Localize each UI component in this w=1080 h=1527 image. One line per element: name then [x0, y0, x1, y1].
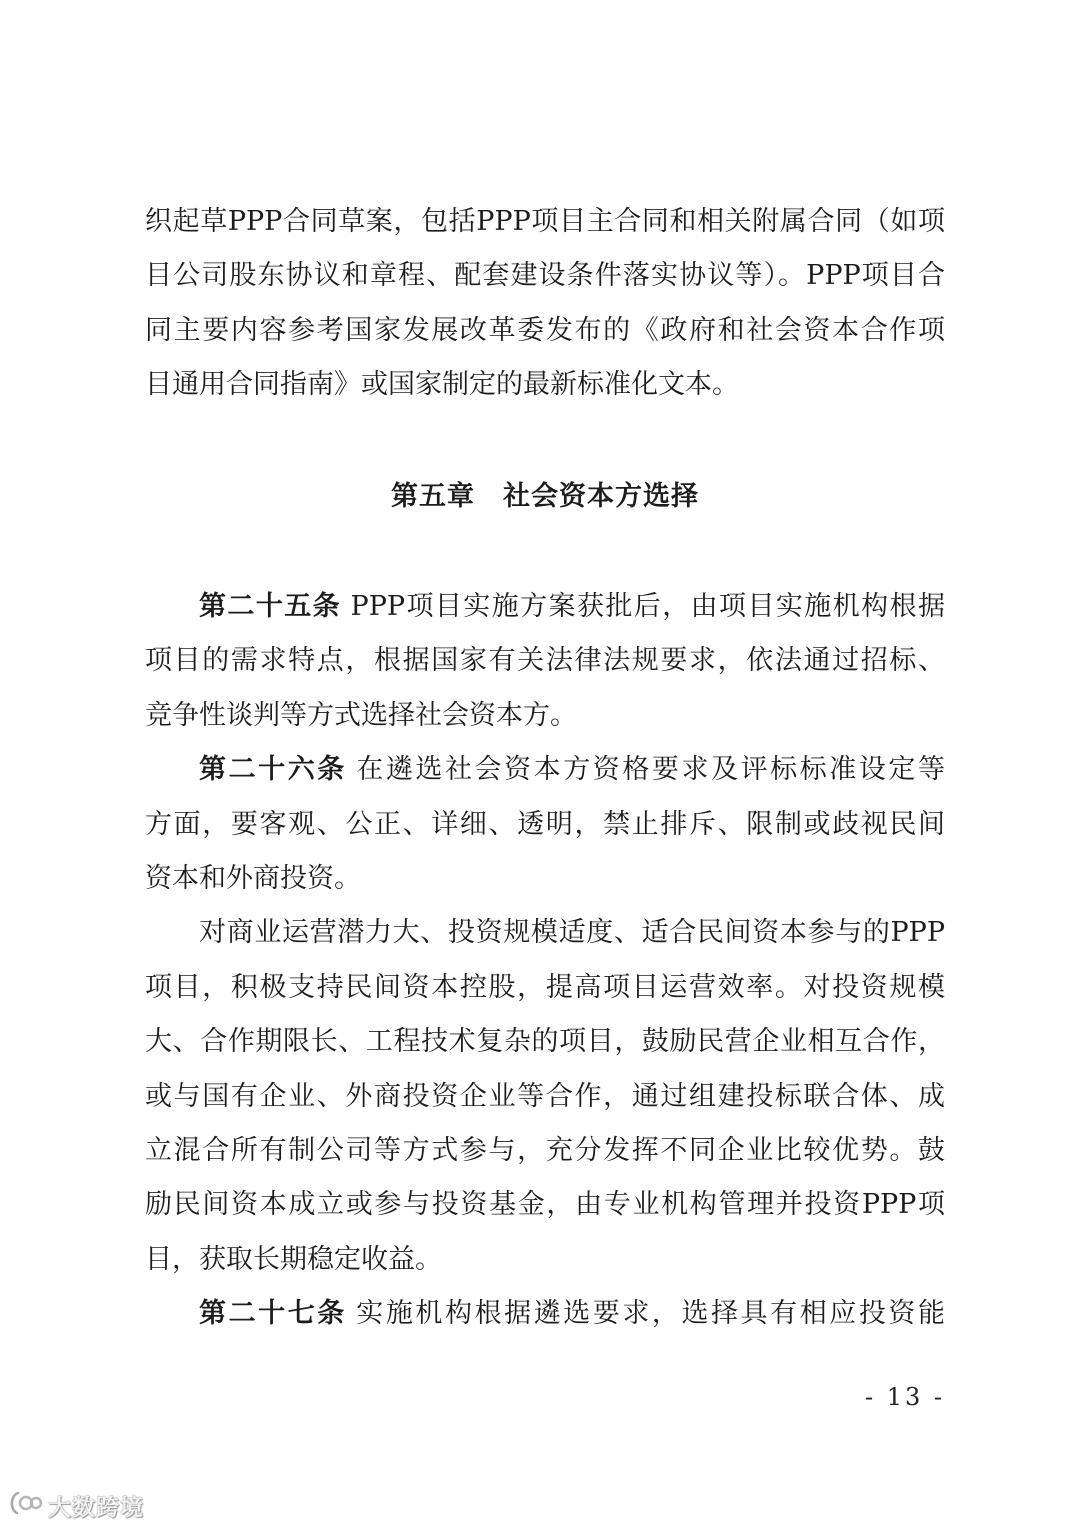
- article-25: [145, 580, 945, 743]
- article-lead: 第二十七条: [199, 1298, 347, 1330]
- text-line: 同主要内容参考国家发展改革委发布的《政府和社会资本合作项: [145, 314, 945, 346]
- text-line: 对商业运营潜力大、投资规模适度、适合民间资本参与的PPP: [199, 917, 945, 949]
- page-number: - 13 -: [864, 1383, 945, 1411]
- article-lead: 第二十六条: [199, 754, 347, 786]
- text-line: 励民间资本成立或参与投资基金，由专业机构管理并投资PPP项: [145, 1189, 945, 1221]
- text-line: 大、合作期限长、工程技术复杂的项目，鼓励民营企业相互合作，: [145, 1026, 945, 1058]
- text-line: 目通用合同指南》或国家制定的最新标准化文本。: [145, 369, 739, 401]
- text-line: 目，获取长期稳定收益。: [145, 1243, 442, 1275]
- watermark-text: 大数跨境: [48, 1494, 144, 1521]
- paragraph-private-capital: [145, 906, 945, 1287]
- article-27: [145, 1287, 945, 1341]
- text-line: 方面，要客观、公正、详细、透明，禁止排斥、限制或歧视民间: [145, 808, 945, 840]
- text-line: 立混合所有制公司等方式参与，充分发挥不同企业比较优势。鼓: [145, 1134, 945, 1166]
- text-line: [145, 1287, 945, 1341]
- text-line: 织起草PPP合同草案，包括PPP项目主合同和相关附属合同（如项: [145, 206, 945, 237]
- article-text: 实施机构根据遴选要求，选择具有相应投资能: [356, 1298, 946, 1330]
- text-line: 或与国有企业、外商投资企业等合作，通过组建投标联合体、成: [145, 1080, 945, 1112]
- text-line: [145, 743, 945, 797]
- chapter-body: [145, 580, 945, 1341]
- article-lead: 第二十五条: [199, 591, 342, 622]
- text-line: 资本和外商投资。: [145, 862, 361, 894]
- text-line: 目公司股东协议和章程、配套建设条件落实协议等）。PPP项目合: [145, 260, 945, 292]
- article-26: [145, 743, 945, 906]
- text-line: 竞争性谈判等方式选择社会资本方。: [145, 699, 577, 731]
- text-line: [145, 580, 945, 634]
- watermark-logo-icon: [8, 1488, 44, 1522]
- article-text: PPP项目实施方案获批后，由项目实施机构根据: [350, 591, 945, 622]
- text-line: 项目的需求特点，根据国家有关法律法规要求，依法通过招标、: [145, 645, 945, 677]
- article-text: 在遴选社会资本方资格要求及评标标准设定等: [356, 754, 946, 786]
- text-line: 项目，积极支持民间资本控股，提高项目运营效率。对投资规模: [145, 971, 945, 1003]
- continuation-paragraph: [145, 195, 945, 413]
- watermark: [8, 1488, 144, 1522]
- chapter-heading: 第五章 社会资本方选择: [391, 481, 699, 512]
